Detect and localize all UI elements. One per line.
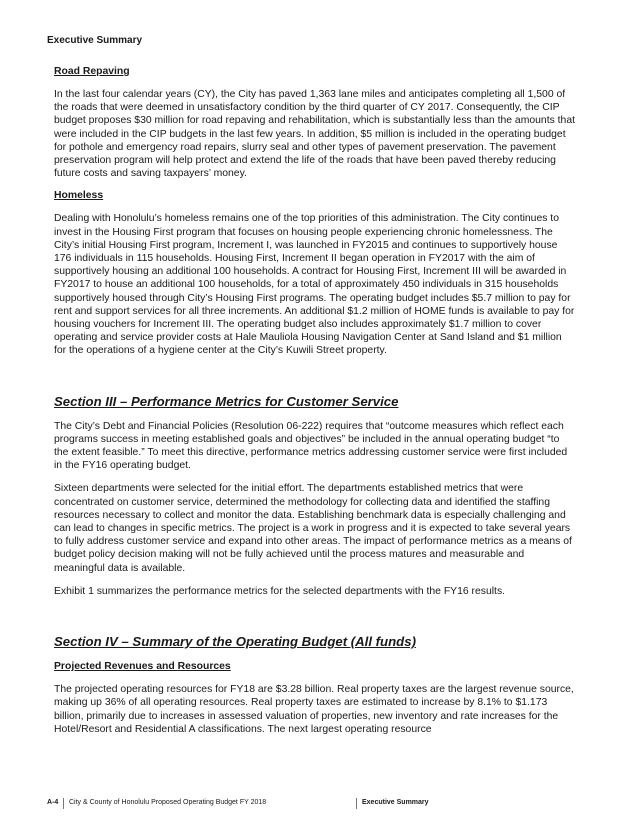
homeless-heading: Homeless xyxy=(54,190,104,202)
section-4-heading: Section IV – Summary of the Operating Budget (All funds) xyxy=(54,634,416,650)
page-content xyxy=(54,65,576,736)
section-3-paragraph-1: The City’s Debt and Financial Policies (Resolution 06-222) requires that “outcome measures which reflect each programs success in meeting established goals and objectives” be included in the annual operating budget “to the extent feasible.” To meet this directive, performance metrics addressing customer service were first included in the FY16 operating budget. xyxy=(54,420,568,472)
section-3-paragraph-3: Exhibit 1 summarizes the performance metrics for the selected departments with the FY16 results. xyxy=(54,585,506,597)
road-repaving-heading: Road Repaving xyxy=(54,66,130,77)
projected-revenues-heading: Projected Revenues and Resources xyxy=(54,661,231,673)
page-number: A-4 xyxy=(47,799,59,806)
homeless-paragraph: Dealing with Honolulu’s homeless remains one of the top priorities of this administration. The City continues to invest in the Housing First program that focuses on housing people experiencing chronic homelessness. The City’s initial Housing First program, Increment I, was launched in FY2015 and continues to supportively house 176 individuals in 115 households. Housing First, Increment II began operation in FY2017 with the aim of supportively housing an additional 100 households. A contract for Housing First, Increment III will be awarded in FY2017 to house an additional 100 households, for a total of approximately 450 individuals in 315 households supportively housed through City’s Housing First programs. The operating budget includes $5.7 million to pay for rent and support services for all three increments. An additional $1.2 million of HOME funds is available to pay for housing vouchers for Increment III. The operating budget also includes approximately $1.7 million to cover operating and service provider costs at Hale Mauliola Housing Navigation Center at Sand Island and $1 million for the operations of a hygiene center at the City’s Kuwili Street property. xyxy=(54,213,575,357)
road-repaving-paragraph: In the last four calendar years (CY), the City has paved 1,363 lane miles and anticipates completing all 1,500 of the roads that were deemed in unsatisfactory condition by the third quarter of CY 2017. Consequently, the CIP budget proposes $30 million for road repaving and rehabilitation, which is substantially less than the amounts that were included in the CIP budgets in the last few years. In addition, $5 million is included in the operating budget for pothole and emergency road repairs, slurry seal and other types of pavement preservation. The pavement preservation program will help protect and extend the life of the roads that have been paved thereby reducing future costs and saving taxpayers’ money. xyxy=(54,89,575,180)
footer-divider xyxy=(356,798,357,809)
footer-divider xyxy=(63,798,64,809)
running-header: Executive Summary xyxy=(47,35,143,46)
section-4-paragraph-1: The projected operating resources for FY18 are $3.28 billion. Real property taxes are the largest revenue source, making up 36% of all operating resources. Real property taxes are estimated to increase by 8.1% to $1.173 billion, primarily due to increases in assessed valuation of properties, new inventory and rate increases for the Hotel/Resort and Residential A classifications. The next largest operating resource xyxy=(54,684,574,735)
page-footer xyxy=(47,797,597,809)
footer-document-title: City & County of Honolulu Proposed Operating Budget FY 2018 xyxy=(69,799,267,806)
section-3-heading: Section III – Performance Metrics for Customer Service xyxy=(54,393,399,409)
footer-section-name: Executive Summary xyxy=(362,799,429,806)
section-3-paragraph-2: Sixteen departments were selected for the initial effort. The departments established metrics that were concentrated on customer service, determined the methodology for collecting data and identified the staffing resources necessary to collect and monitor the data. Establishing benchmark data is especially challenging and can lead to changes in specific metrics. The project is a work in progress and it is expected to take several years to fully address customer service and expand into other areas. The impact of performance metrics as a means of budget policy decision making will not be fully achieved until the process matures and measurable and meaningful data is available. xyxy=(54,483,572,574)
